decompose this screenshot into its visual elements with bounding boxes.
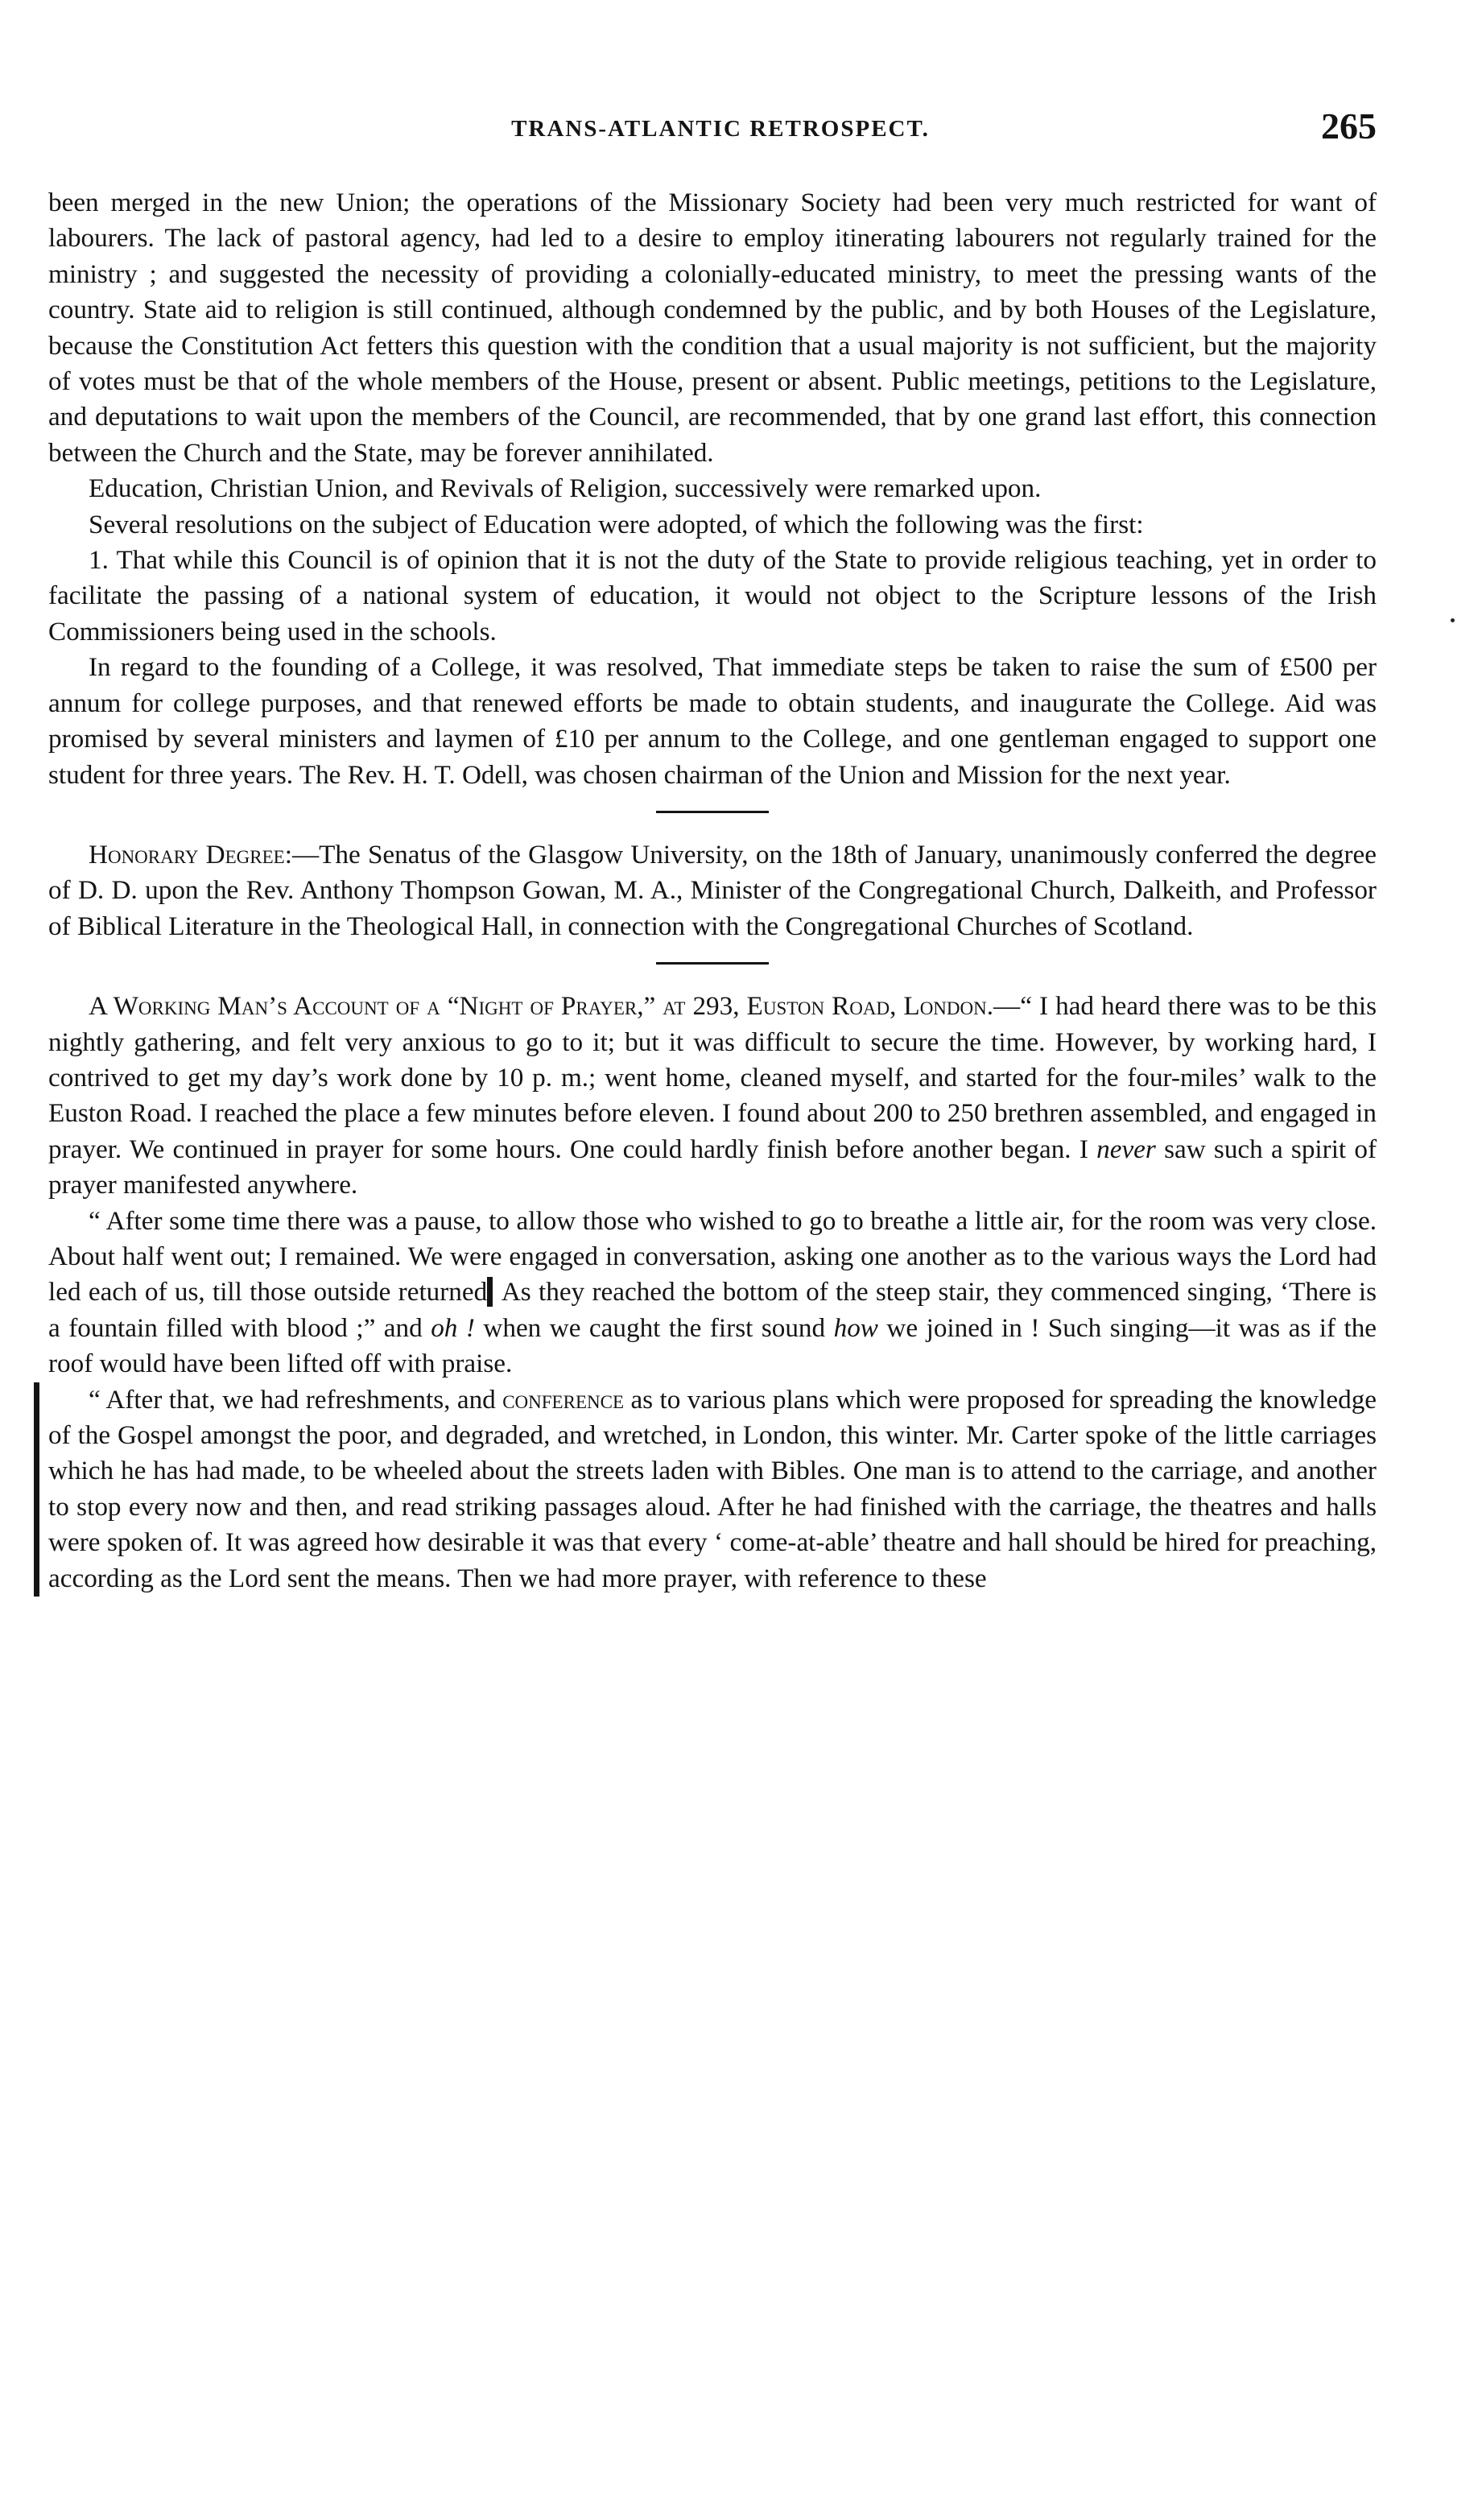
emphasis-how: how xyxy=(833,1312,878,1343)
paragraph-education-union: Education, Christian Union, and Revivals of Religion, successively were remarked upon. xyxy=(89,473,1042,504)
section-divider xyxy=(656,811,769,813)
running-title: TRANS-ATLANTIC RETROSPECT. xyxy=(511,116,930,142)
night-of-prayer-body: —“ I had heard there was to be this nightly gathering, and felt very anxious to go to it; but it was difficult to secure the time. However, by working hard, I contrived to get my day’s work done by 10 p. m.; went home, cleaned myself, and started for the four-miles’ walk to the Euston Road. I reached the place a few minutes before eleven. I found about 200 to 250 brethren assembled, and engaged in prayer. We continued in prayer for some hours. One could hardly finish before another began. I xyxy=(48,991,1377,1164)
paragraph-resolutions: Several resolutions on the subject of Education were adopted, of which the following was the first: xyxy=(89,509,1144,539)
pause-text-d: we joined in ! Such singing—it was as if the roof would have been lifted off with praise. xyxy=(48,1312,1377,1379)
running-head xyxy=(48,105,1377,161)
paragraph-resolution-one: 1. That while this Council is of opinion that it is not the duty of the State to provide religious teaching, yet in order to facilitate the passing of a national system of education, it would not object to the Scripture lessons of the Irish Commissioners being used in the schools. xyxy=(48,545,1377,647)
night-of-prayer-end: saw such a spirit of prayer manifested anywhere. xyxy=(48,1134,1377,1200)
emphasis-never: never xyxy=(1096,1134,1156,1164)
margin-mark xyxy=(1451,618,1455,622)
page-number: 265 xyxy=(1321,105,1377,147)
refreshments-text-a: “ After that, we had refreshments, and xyxy=(89,1384,496,1415)
conference-word: conference xyxy=(502,1384,624,1415)
section-divider xyxy=(656,962,769,965)
pause-text-b: As they reached the bottom of the steep stair, they commenced singing, ‘There is a fountain filled with blood ;” and xyxy=(48,1277,1377,1343)
refreshments-text-b: as to various plans which were proposed for spreading the knowledge of the Gospel amongst the poor, and degraded, and wretched, in London, this winter. Mr. Carter spoke of the little carriages which he has had made, to be wheeled about the streets laden with Bibles. One man is to attend to the carriage, and another to stop every now and then, and read striking passages aloud. After he had finished with the carriage, the theatres and halls were spoken of. It was agreed how desirable it was that every ‘ come-at-able’ theatre and hall should be hired for preaching, according as the Lord sent the means. Then we had more prayer, with reference to these xyxy=(48,1384,1377,1593)
paragraph-night-of-prayer xyxy=(48,989,1377,1203)
emphasis-oh: oh ! xyxy=(431,1312,475,1343)
honorary-degree-body: :—The Senatus of the Glasgow University, on the 18th of January, unanimously conferred the degree of D. D. upon the Rev. Anthony Thompson Gowan, M. A., Minister of the Congregational Church, Dalkeith, and Professor of Biblical Literature in the Theological Hall, in connection with the Congregational Churches of Scotland. xyxy=(48,839,1377,941)
page xyxy=(48,105,1377,1597)
pause-text-a: “ After some time there was a pause, to allow those who wished to go to breathe a little air, for the room was very close. About half went out; I remained. We were engaged in conversation, asking one another as to the various ways the Lord had led each of us, till those outside returned. xyxy=(48,1205,1377,1308)
paragraph-college: In regard to the founding of a College, it was resolved, That immediate steps be taken to raise the sum of £500 per annum for college purposes, and that renewed efforts be made to obtain students, and inaugurate the College. Aid was promised by several ministers and laymen of £10 per annum to the College, and one gentleman engaged to support one student for three years. The Rev. H. T. Odell, was chosen chairman of the Union and Mission for the next year. xyxy=(48,652,1377,790)
paragraph-honorary-degree xyxy=(48,837,1377,944)
paragraph-pause xyxy=(48,1204,1377,1382)
pause-text-c: when we caught the first sound xyxy=(483,1312,826,1343)
paragraph-refreshments xyxy=(34,1382,1377,1597)
night-of-prayer-heading: A Working Man’s Account of a “Night of Prayer,” at 293, Euston Road, London. xyxy=(89,991,994,1022)
paragraph-missionary-society: been merged in the new Union; the operations of the Missionary Society had been very much restricted for want of labourers. The lack of pastoral agency, had led to a desire to employ itinerating labourers not regularly trained for the ministry ; and suggested the necessity of providing a colonially-educated ministry, to meet the pressing wants of the country. State aid to religion is still continued, although condemned by the public, and by both Houses of the Legislature, because the Constitution Act fetters this question with the condition that a usual majority is not sufficient, but the majority of votes must be that of the whole members of the House, present or absent. Public meetings, petitions to the Legislature, and deputations to wait upon the members of the Council, are recommended, that by one grand last effort, this connection between the Church and the State, may be forever annihilated. xyxy=(48,188,1377,468)
honorary-degree-heading: Honorary Degree xyxy=(89,839,285,870)
